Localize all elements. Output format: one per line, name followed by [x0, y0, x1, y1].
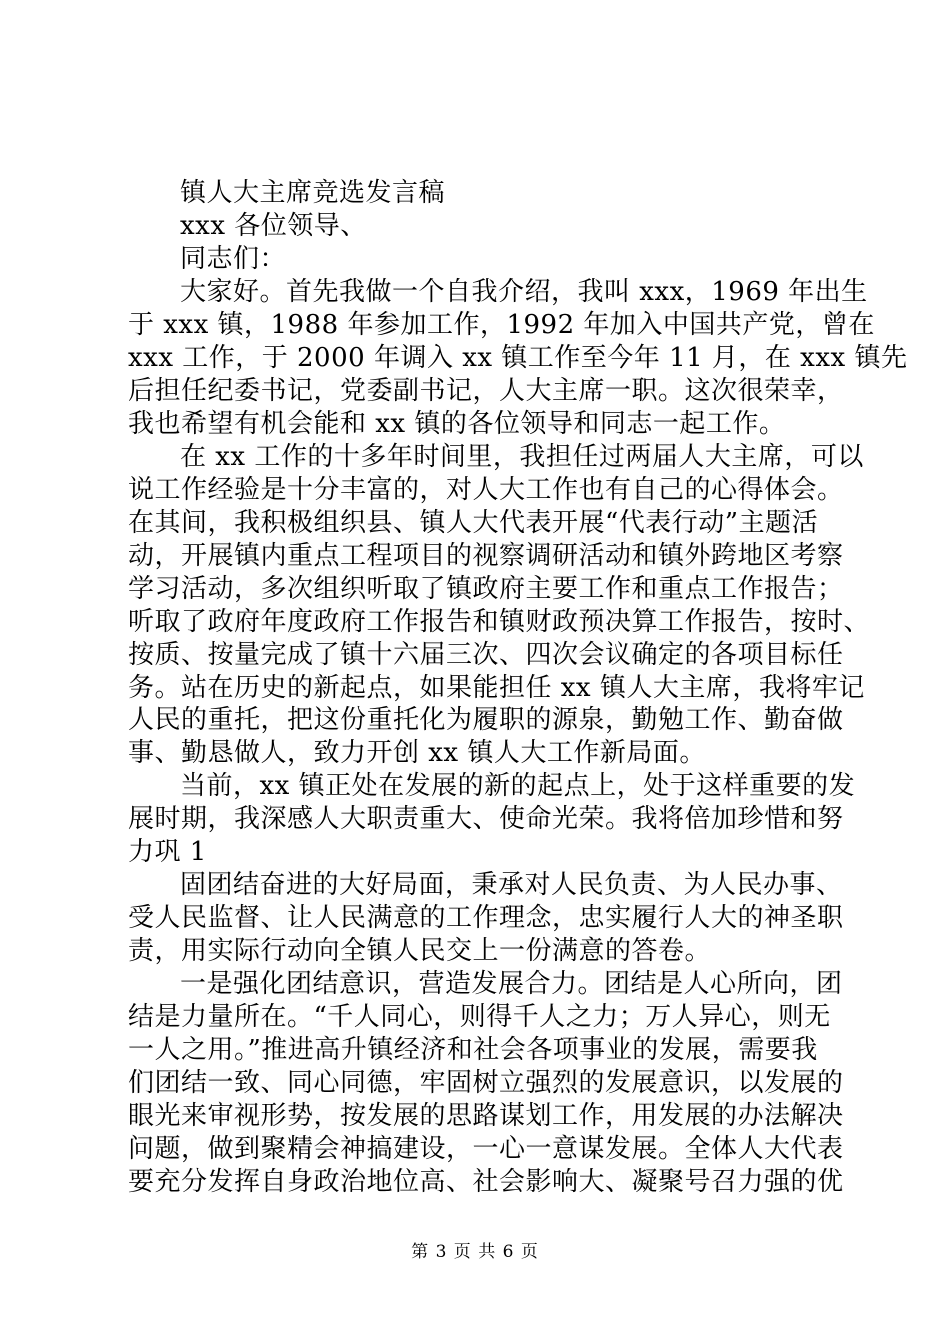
- body-text-line: 事、勤恳做人，致力开创 xx 镇人大工作新局面。: [128, 738, 706, 768]
- body-text-line: 学习活动，多次组织听取了镇政府主要工作和重点工作报告；: [128, 574, 844, 604]
- body-text-line: 当前，xx 镇正处在发展的新的起点上，处于这样重要的发: [180, 771, 856, 801]
- body-text-line: 我也希望有机会能和 xx 镇的各位领导和同志一起工作。: [128, 409, 786, 439]
- body-text-line: 要充分发挥自身政治地位高、社会影响大、凝聚号召力强的优: [128, 1167, 844, 1197]
- salutation-line: xxx 各位领导、: [180, 211, 367, 241]
- body-text-line: 受人民监督、让人民满意的工作理念，忠实履行人大的神圣职: [128, 903, 844, 933]
- body-text-line: 听取了政府年度政府工作报告和镇财政预决算工作报告，按时、: [128, 607, 871, 637]
- body-text-line: 一人之用。”推进高升镇经济和社会各项事业的发展，需要我: [128, 1035, 818, 1065]
- body-text-line: 一是强化团结意识，营造发展合力。团结是人心所向，团: [180, 969, 843, 999]
- page-number-footer: 第 3 页 共 6 页: [411, 1242, 539, 1262]
- body-text-line: 说工作经验是十分丰富的，对人大工作也有自己的心得体会。: [128, 475, 844, 505]
- body-text-line: 务。站在历史的新起点，如果能担任 xx 镇人大主席，我将牢记: [128, 673, 865, 703]
- body-text-line: 在其间，我积极组织县、镇人大代表开展“代表行动”主题活: [128, 508, 819, 538]
- body-text-line: 动，开展镇内重点工程项目的视察调研活动和镇外跨地区考察: [128, 541, 844, 571]
- body-text-line: 按质、按量完成了镇十六届三次、四次会议确定的各项目标任: [128, 640, 844, 670]
- body-text-line: 眼光来审视形势，按发展的思路谋划工作，用发展的办法解决: [128, 1101, 844, 1131]
- body-text-line: 于 xxx 镇，1988 年参加工作，1992 年加入中国共产党，曾在: [128, 310, 875, 340]
- body-text-line: 力巩 1: [128, 837, 207, 867]
- body-text-line: 后担任纪委书记，党委副书记，人大主席一职。这次很荣幸，: [128, 376, 844, 406]
- body-text-line: 们团结一致、同心同德，牢固树立强烈的发展意识，以发展的: [128, 1068, 844, 1098]
- body-text-line: 责，用实际行动向全镇人民交上一份满意的答卷。: [128, 936, 712, 966]
- salutation-line: 同志们：: [180, 244, 287, 274]
- body-text-line: 展时期，我深感人大职责重大、使命光荣。我将倍加珍惜和努: [128, 804, 844, 834]
- body-text-line: xxx 工作，于 2000 年调入 xx 镇工作至今年 11 月，在 xxx 镇先: [128, 343, 908, 373]
- body-text-line: 人民的重托，把这份重托化为履职的源泉，勤勉工作、勤奋做: [128, 705, 844, 735]
- body-text-line: 固团结奋进的大好局面，秉承对人民负责、为人民办事、: [180, 870, 843, 900]
- document-title: 镇人大主席竞选发言稿: [180, 178, 446, 208]
- body-text-line: 在 xx 工作的十多年时间里，我担任过两届人大主席，可以: [180, 442, 864, 472]
- body-text-line: 问题，做到聚精会神搞建设，一心一意谋发展。全体人大代表: [128, 1134, 844, 1164]
- body-text-line: 大家好。首先我做一个自我介绍，我叫 xxx，1969 年出生: [180, 277, 868, 307]
- body-text-line: 结是力量所在。“千人同心，则得千人之力；万人异心，则无: [128, 1002, 831, 1032]
